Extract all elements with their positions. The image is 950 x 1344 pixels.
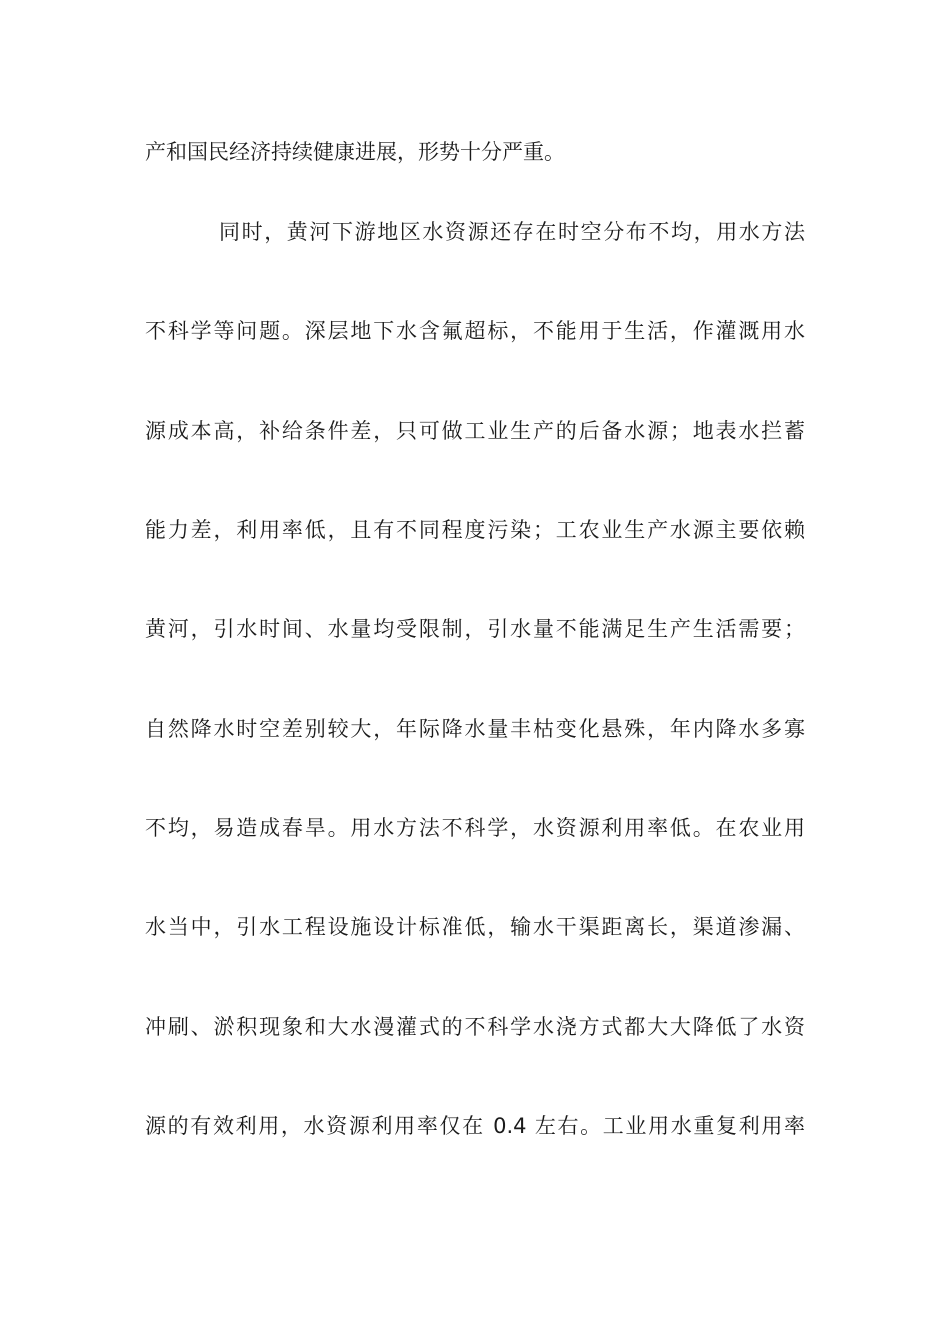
text-line-3: 不科学等问题。深层地下水含氟超标，不能用于生活，作灌溉用水	[145, 319, 805, 343]
text-line-4: 源成本高，补给条件差，只可做工业生产的后备水源；地表水拦蓄	[145, 419, 805, 443]
text-line-10: 冲刷、淤积现象和大水漫灌式的不科学水浇方式都大大降低了水资	[145, 1015, 805, 1039]
text-line-9: 水当中，引水工程设施设计标准低，输水干渠距离长，渠道渗漏、	[145, 915, 805, 939]
text-line-7: 自然降水时空差别较大，年际降水量丰枯变化悬殊，年内降水多寡	[145, 717, 805, 741]
text-line-6: 黄河，引水时间、水量均受限制，引水量不能满足生产生活需要；	[145, 617, 805, 641]
text-line-8: 不均，易造成春旱。用水方法不科学，水资源利用率低。在农业用	[145, 816, 805, 840]
text-line-11: 源的有效利用，水资源利用率仅在 0.4 左右。工业用水重复利用率	[145, 1114, 805, 1138]
text-line-2: 同时，黄河下游地区水资源还存在时空分布不均，用水方法	[219, 220, 805, 244]
text-line-1: 产和国民经济持续健康进展，形势十分严重。	[145, 140, 565, 164]
text-line-5: 能力差，利用率低，且有不同程度污染；工农业生产水源主要依赖	[145, 518, 805, 542]
